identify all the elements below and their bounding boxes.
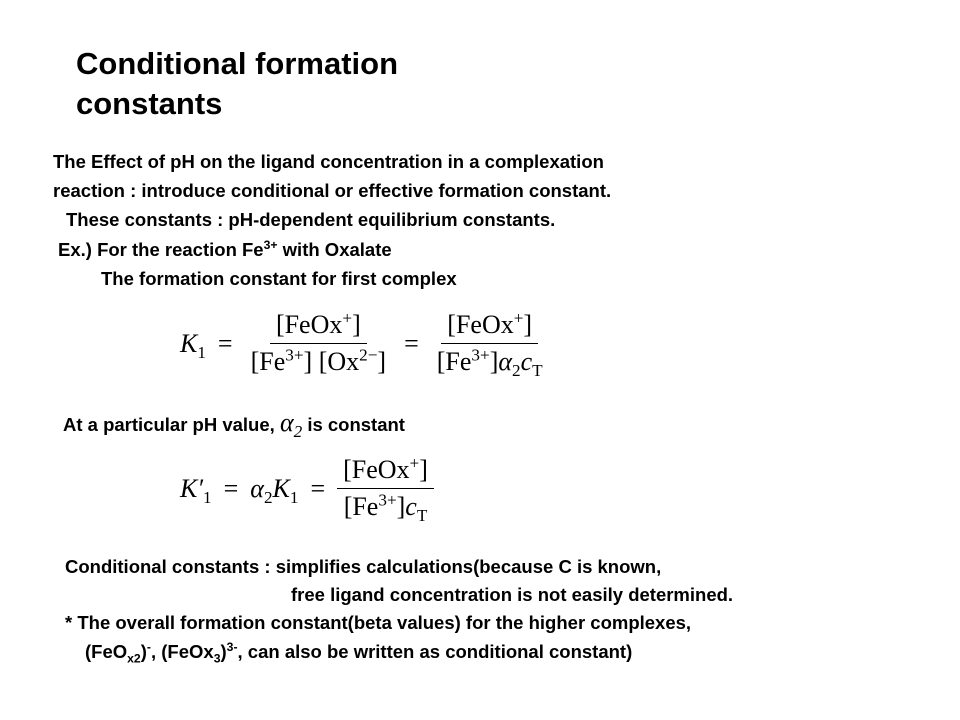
middle-line: At a particular pH value, $\alpha_2$ is constant: [63, 408, 405, 442]
eq1-numerator-2: [FeOx+]: [441, 310, 538, 344]
intro-line-3: These constants : pH-dependent equilibrium constants.: [66, 209, 556, 230]
equation-k1-prime: [180, 453, 434, 526]
eq2-fraction: [337, 453, 434, 526]
bottom-line-1: Conditional constants : simplifies calculations(because C is known,: [65, 556, 662, 577]
eq1-equals-2: =: [404, 328, 419, 358]
eq1-fraction-1: [245, 310, 392, 377]
title-line-2: constants: [76, 86, 223, 121]
intro-line-4: Ex.) For the reaction $Fe^{3+}$ with Oxalate: [58, 237, 392, 260]
intro-line-2: reaction : introduce conditional or effective formation constant.: [53, 180, 612, 201]
bottom-line-4: (FeO$_{x2}$)-, (FeOx$_3$)$^{3-}$, can also be written as conditional constant): [85, 639, 633, 666]
eq2-equals-2: =: [310, 473, 326, 503]
eq2-lhs: $K'_1$: [180, 473, 212, 507]
eq2-numerator: [FeOx+]: [337, 455, 434, 489]
eq1-numerator-1: [FeOx+]: [270, 310, 367, 344]
eq1-denominator-2: $[Fe^{3+}]\alpha_2c_T$: [436, 345, 543, 381]
eq2-alpha-k1: $\alpha_2K_1$: [250, 473, 299, 507]
bottom-line-3: * The overall formation constant(beta values) for the higher complexes,: [65, 612, 692, 633]
eq2-equals-1: =: [223, 473, 239, 503]
eq1-equals-1: =: [217, 328, 233, 358]
eq1-lhs: $K_1$: [180, 328, 206, 362]
intro-line-1: The Effect of pH on the ligand concentration in a complexation: [53, 151, 604, 172]
eq2-denominator: $[Fe^{3+}]c_T$: [343, 490, 428, 526]
bottom-line-2: free ligand concentration is not easily determined.: [291, 584, 734, 605]
page-title: [76, 44, 398, 124]
alpha-2-symbol: $\alpha_2$: [279, 408, 303, 442]
intro-line-5: The formation constant for first complex: [101, 268, 457, 289]
title-line-1: Conditional formation: [76, 46, 399, 81]
equation-k1: [180, 308, 549, 381]
eq1-fraction-2: [431, 308, 549, 381]
eq1-denominator-1: $[Fe^{3+}]$ $[Ox^{2-}]$: [250, 345, 387, 376]
